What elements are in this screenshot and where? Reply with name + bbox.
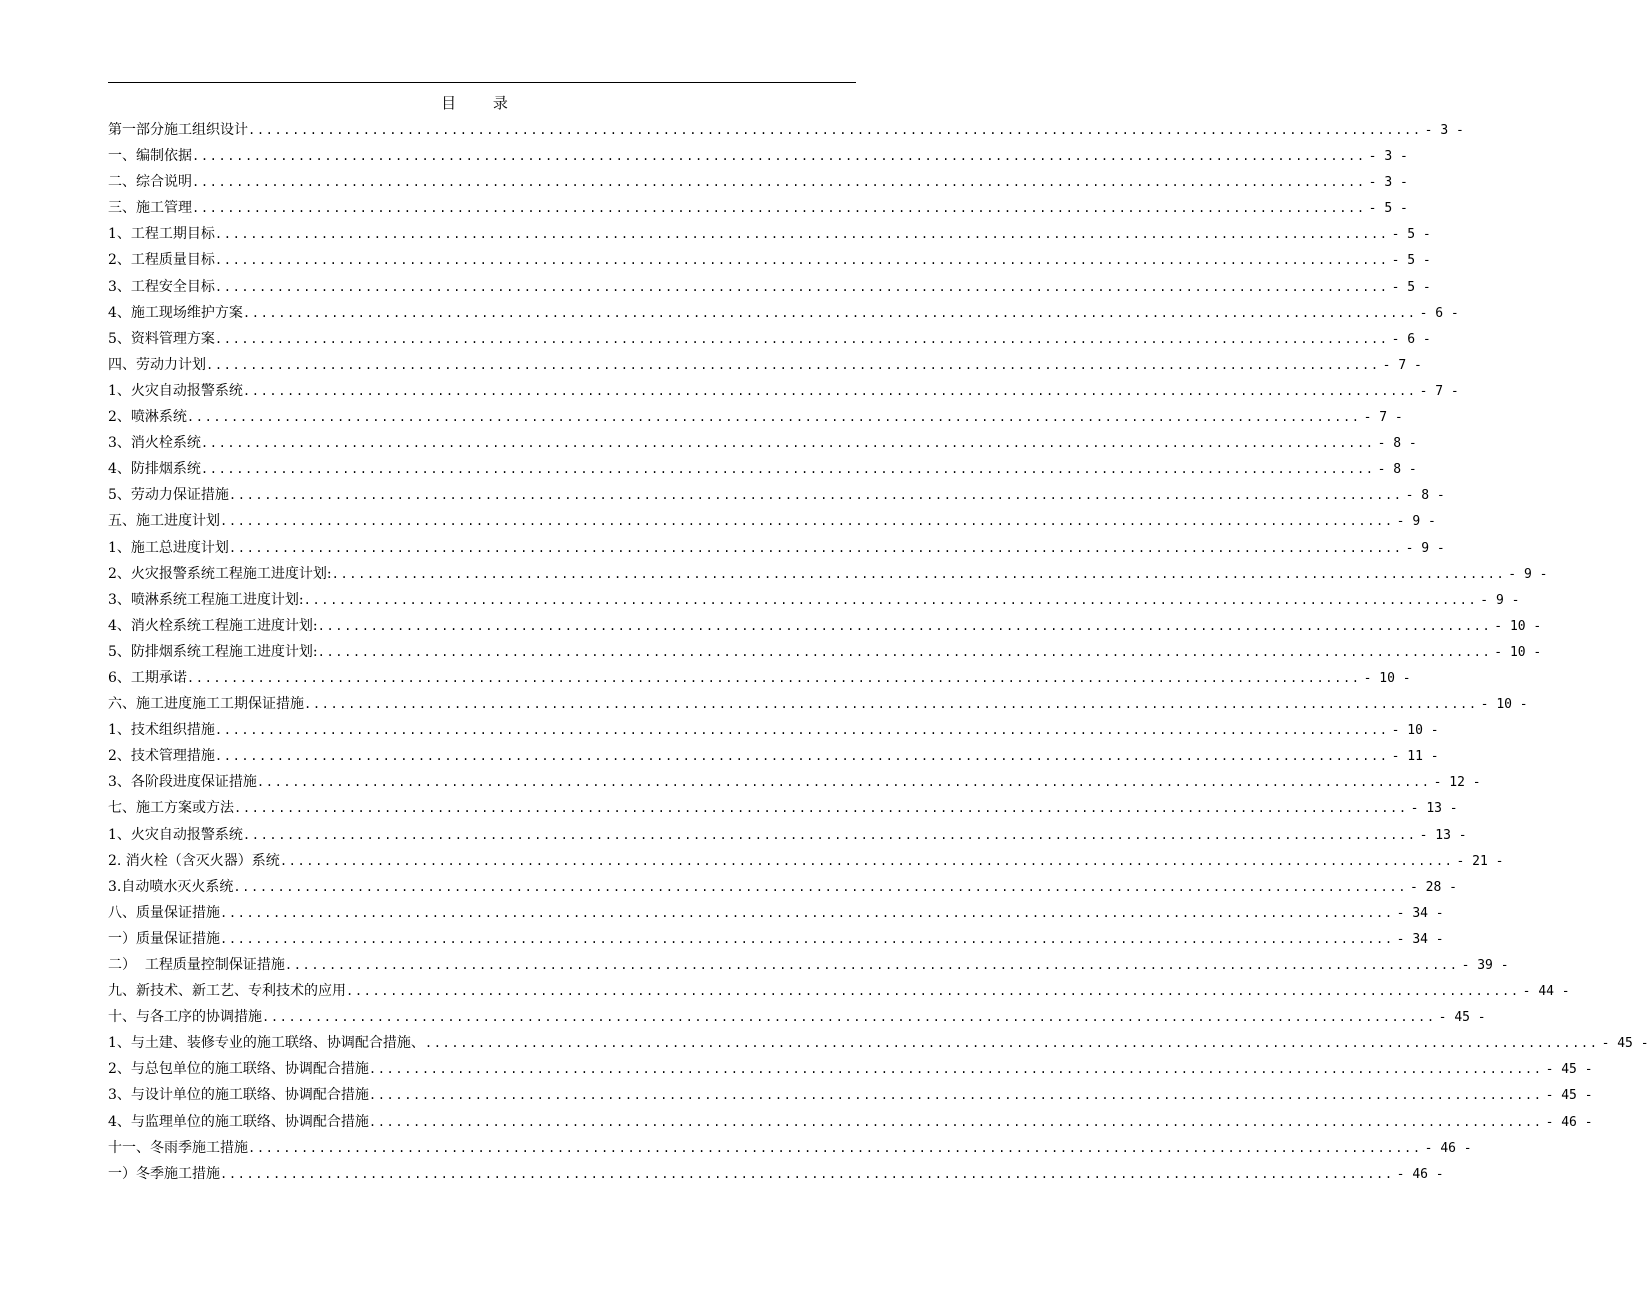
toc-dot-leader: ..................................................................................................................................... [304, 697, 1478, 712]
toc-entry[interactable] [108, 1109, 1593, 1135]
toc-dot-leader: ..................................................................................................................................... [220, 931, 1394, 946]
toc-entry-label: 十一、冬雨季施工措施 [108, 1139, 248, 1156]
toc-page-number: - 13 - [1410, 801, 1458, 817]
toc-dot-leader: ..................................................................................................................................... [228, 540, 1403, 555]
toc-dot-leader: ..................................................................................................................................... [214, 227, 1389, 242]
toc-page-number: - 10 - [1363, 670, 1411, 686]
table-of-contents [108, 117, 1649, 1187]
toc-entry[interactable] [108, 587, 1520, 613]
toc-entry-label: 2、技术管理措施 [108, 748, 215, 765]
toc-entry[interactable] [108, 352, 1422, 378]
toc-page-number: - 5 - [1391, 227, 1431, 243]
toc-dot-leader: ..................................................................................................................................... [279, 853, 1454, 868]
toc-entry[interactable] [108, 978, 1570, 1004]
toc-page-number: - 8 - [1405, 488, 1445, 504]
toc-dot-leader: ..................................................................................................................................... [284, 958, 1459, 972]
toc-entry[interactable] [108, 613, 1542, 639]
toc-page-number: - 8 - [1377, 436, 1417, 452]
toc-page-number: - 3 - [1368, 149, 1408, 165]
toc-entry[interactable] [108, 195, 1408, 221]
toc-entry[interactable] [108, 691, 1528, 717]
toc-entry-label: 6、工期承诺 [108, 669, 187, 686]
toc-page-number: - 7 - [1363, 410, 1403, 426]
toc-dot-leader: ..................................................................................................................................... [192, 149, 1366, 164]
toc-entry[interactable] [108, 769, 1481, 795]
toc-entry-label: 5、资料管理方案 [108, 330, 215, 347]
toc-entry-label: 3.自动喷水灭火系统 [108, 878, 234, 895]
toc-entry-label: 1、工程工期目标 [108, 226, 215, 243]
toc-entry-label: 三、施工管理 [108, 200, 192, 217]
toc-entry[interactable] [108, 378, 1459, 404]
toc-page-number: - 10 - [1391, 723, 1439, 739]
toc-dot-leader: ..................................................................................................................................... [368, 1062, 1543, 1077]
toc-entry[interactable] [108, 743, 1439, 769]
toc-page-number: - 9 - [1396, 514, 1436, 530]
toc-page-number: - 10 - [1480, 697, 1528, 713]
toc-dot-leader: ..................................................................................................................................... [220, 905, 1394, 920]
toc-dot-leader: ..................................................................................................................................... [200, 436, 1375, 451]
toc-entry-label: 5、防排烟系统工程施工进度计划: [108, 643, 318, 660]
toc-entry-label: 一）质量保证措施 [108, 930, 220, 947]
toc-entry-label: 2、火灾报警系统工程施工进度计划: [108, 565, 332, 582]
toc-page-number: - 3 - [1424, 123, 1464, 138]
toc-page-number: - 3 - [1368, 175, 1408, 191]
toc-entry-label: 3、消火栓系统 [108, 435, 201, 452]
toc-page-number: - 21 - [1456, 853, 1504, 869]
toc-dot-leader: ..................................................................................................................................... [214, 253, 1389, 268]
toc-entry[interactable] [108, 717, 1439, 743]
toc-entry[interactable] [108, 404, 1403, 430]
toc-entry[interactable] [108, 665, 1411, 691]
toc-dot-leader: ..................................................................................................................................... [331, 566, 1506, 581]
toc-dot-leader: ..................................................................................................................................... [242, 383, 1417, 398]
toc-entry[interactable] [108, 1030, 1649, 1056]
toc-dot-leader: ..................................................................................................................................... [303, 592, 1478, 607]
toc-entry[interactable] [108, 247, 1431, 273]
toc-page-number: - 8 - [1377, 462, 1417, 478]
toc-entry[interactable] [108, 1082, 1593, 1108]
toc-page-number: - 9 - [1508, 566, 1548, 582]
toc-page-number: - 45 - [1545, 1062, 1593, 1078]
toc-page-number: - 6 - [1391, 331, 1431, 347]
toc-dot-leader: ..................................................................................................................................... [242, 305, 1417, 320]
toc-page-number: - 9 - [1405, 540, 1445, 556]
toc-entry-label: 九、新技术、新工艺、专利技术的应用 [108, 983, 346, 1000]
toc-page-number: - 5 - [1368, 201, 1408, 217]
toc-page-number: - 5 - [1391, 253, 1431, 269]
toc-dot-leader: ..................................................................................................................................... [424, 1036, 1599, 1051]
toc-entry[interactable] [108, 430, 1417, 456]
toc-entry-label: 七、施工方案或方法 [108, 800, 234, 817]
toc-entry[interactable] [108, 221, 1431, 247]
toc-title: 目 录 [441, 94, 524, 112]
toc-dot-leader: ..................................................................................................................................... [234, 801, 1408, 816]
toc-entry-label: 1、施工总进度计划 [108, 539, 229, 556]
toc-dot-leader: ..................................................................................................................................... [186, 670, 1361, 685]
toc-page-number: - 9 - [1480, 592, 1520, 608]
toc-page-number: - 5 - [1391, 279, 1431, 295]
toc-entry[interactable] [108, 508, 1436, 534]
toc-entry-label: 一、编制依据 [108, 148, 192, 165]
toc-page-number: - 46 - [1545, 1114, 1593, 1130]
toc-entry-label: 4、施工现场维护方案 [108, 304, 243, 321]
toc-page-number: - 7 - [1382, 357, 1422, 373]
toc-page-number: - 13 - [1419, 827, 1467, 843]
toc-entry-label: 四、劳动力计划 [108, 356, 206, 373]
toc-dot-leader: ..................................................................................................................................... [346, 984, 1520, 999]
toc-dot-leader: ..................................................................................................................................... [220, 514, 1394, 529]
toc-dot-leader: ..................................................................................................................................... [214, 723, 1389, 738]
toc-page-number: - 10 - [1494, 618, 1542, 634]
toc-entry-label: 5、劳动力保证措施 [108, 487, 229, 504]
toc-entry[interactable] [108, 456, 1417, 482]
toc-dot-leader: ..................................................................................................................................... [256, 775, 1431, 790]
toc-entry[interactable] [108, 117, 1464, 143]
toc-dot-leader: ..................................................................................................................................... [262, 1010, 1436, 1025]
toc-entry-label: 2. 消火栓（含灭火器）系统 [108, 852, 280, 869]
toc-entry[interactable] [108, 952, 1509, 978]
toc-dot-leader: ..................................................................................................................................... [200, 462, 1375, 477]
header-rule [108, 82, 856, 83]
toc-dot-leader: ..................................................................................................................................... [228, 488, 1403, 503]
toc-page-number: - 12 - [1433, 775, 1481, 791]
toc-dot-leader: ..................................................................................................................................... [214, 331, 1389, 346]
toc-entry-label: 五、施工进度计划 [108, 513, 220, 530]
toc-entry-label: 第一部分施工组织设计 [108, 122, 248, 138]
toc-dot-leader: ..................................................................................................................................... [233, 879, 1408, 894]
toc-entry[interactable] [108, 482, 1445, 508]
toc-entry-label: 十、与各工序的协调措施 [108, 1009, 262, 1026]
toc-dot-leader: ..................................................................................................................................... [248, 123, 1422, 137]
toc-entry-label: 4、与监理单位的施工联络、协调配合措施 [108, 1113, 369, 1130]
toc-page-number: - 45 - [1601, 1036, 1649, 1052]
toc-page-number: - 46 - [1396, 1166, 1444, 1182]
toc-page-number: - 34 - [1396, 931, 1444, 947]
toc-dot-leader: ..................................................................................................................................... [368, 1088, 1543, 1103]
toc-dot-leader: ..................................................................................................................................... [317, 644, 1492, 659]
toc-entry-label: 1、火灾自动报警系统 [108, 826, 243, 843]
toc-entry[interactable] [108, 822, 1467, 848]
toc-dot-leader: ..................................................................................................................................... [192, 175, 1366, 190]
toc-entry-label: 2、与总包单位的施工联络、协调配合措施 [108, 1061, 369, 1078]
toc-entry[interactable] [108, 874, 1457, 900]
toc-entry[interactable] [108, 1161, 1444, 1187]
toc-entry-label: 3、各阶段进度保证措施 [108, 774, 257, 791]
toc-dot-leader: ..................................................................................................................................... [192, 201, 1366, 216]
toc-dot-leader: ..................................................................................................................................... [242, 827, 1417, 842]
toc-entry-label: 1、与土建、装修专业的施工联络、协调配合措施、 [108, 1035, 425, 1052]
toc-entry-label: 3、喷淋系统工程施工进度计划: [108, 591, 304, 608]
toc-entry-label: 八、质量保证措施 [108, 904, 220, 921]
toc-entry[interactable] [108, 535, 1445, 561]
toc-entry-label: 1、技术组织措施 [108, 722, 215, 739]
toc-dot-leader: ..................................................................................................................................... [186, 410, 1361, 425]
toc-entry[interactable] [108, 169, 1408, 195]
toc-entry-label: 3、与设计单位的施工联络、协调配合措施 [108, 1087, 369, 1104]
toc-dot-leader: ..................................................................................................................................... [214, 749, 1389, 764]
toc-page-number: - 45 - [1438, 1010, 1486, 1026]
toc-entry-label: 2、工程质量目标 [108, 252, 215, 269]
toc-entry-label: 4、防排烟系统 [108, 461, 201, 478]
toc-dot-leader: ..................................................................................................................................... [214, 279, 1389, 294]
toc-entry[interactable] [108, 1004, 1486, 1030]
toc-dot-leader: ..................................................................................................................................... [220, 1166, 1394, 1181]
toc-page-number: - 34 - [1396, 905, 1444, 921]
toc-page-number: - 39 - [1461, 958, 1509, 973]
toc-page-number: - 45 - [1545, 1088, 1593, 1104]
toc-entry[interactable] [108, 639, 1542, 665]
toc-entry[interactable] [108, 1056, 1593, 1082]
toc-entry-label: 4、消火栓系统工程施工进度计划: [108, 617, 318, 634]
toc-page-number: - 7 - [1419, 383, 1459, 399]
toc-entry[interactable] [108, 848, 1504, 874]
toc-entry[interactable] [108, 143, 1408, 169]
toc-entry[interactable] [108, 326, 1431, 352]
toc-entry[interactable] [108, 1135, 1472, 1161]
toc-page-number: - 28 - [1410, 879, 1457, 895]
toc-entry-label: 2、喷淋系统 [108, 409, 187, 426]
toc-dot-leader: ..................................................................................................................................... [368, 1114, 1543, 1129]
toc-entry-label: 六、施工进度施工工期保证措施 [108, 696, 304, 713]
toc-dot-leader: ..................................................................................................................................... [206, 357, 1380, 372]
toc-page-number: - 6 - [1419, 305, 1459, 321]
toc-page-number: - 11 - [1391, 749, 1439, 765]
toc-entry-label: 二） 工程质量控制保证措施 [108, 957, 285, 973]
toc-entry-label: 二、综合说明 [108, 174, 192, 191]
toc-entry[interactable] [108, 300, 1459, 326]
toc-entry-label: 1、火灾自动报警系统 [108, 382, 243, 399]
toc-entry[interactable] [108, 561, 1548, 587]
toc-dot-leader: ..................................................................................................................................... [317, 618, 1492, 633]
toc-entry-label: 一）冬季施工措施 [108, 1165, 220, 1182]
toc-entry-label: 3、工程安全目标 [108, 278, 215, 295]
toc-page-number: - 44 - [1522, 984, 1570, 1000]
toc-page-number: - 46 - [1424, 1140, 1472, 1156]
toc-entry[interactable] [108, 900, 1444, 926]
toc-dot-leader: ..................................................................................................................................... [248, 1140, 1422, 1155]
toc-page-number: - 10 - [1494, 644, 1542, 660]
toc-entry[interactable] [108, 274, 1431, 300]
toc-entry[interactable] [108, 795, 1458, 821]
toc-entry[interactable] [108, 926, 1444, 952]
